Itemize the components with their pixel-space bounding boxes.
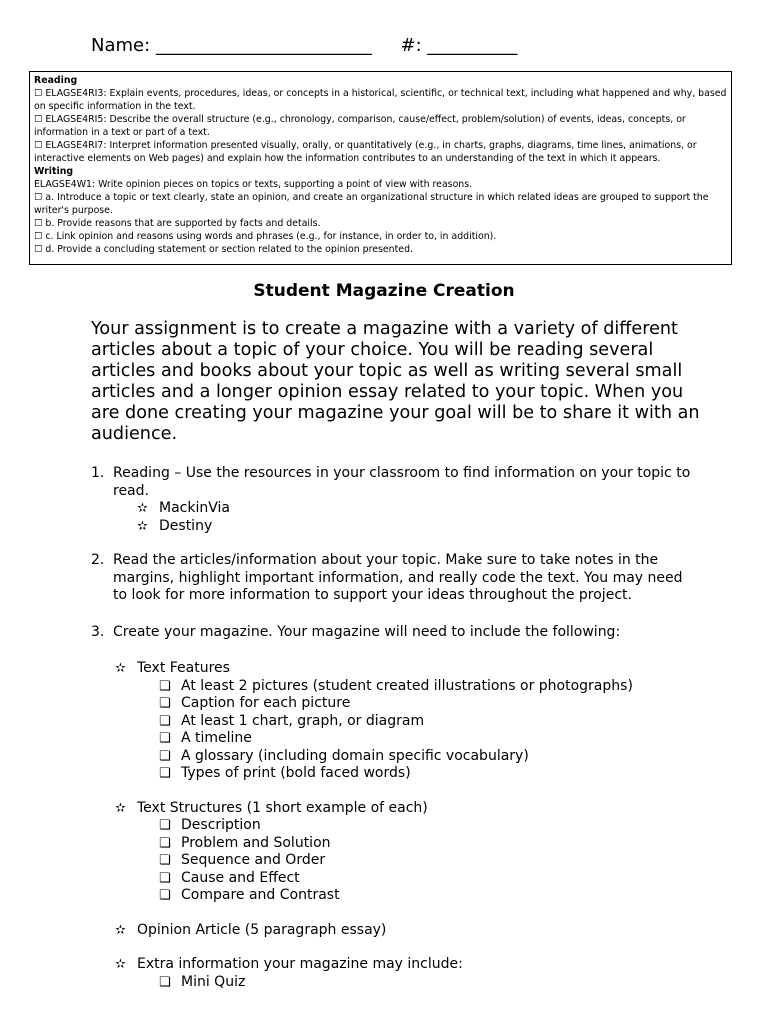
section-label: Opinion Article (5 paragraph essay) (137, 921, 387, 938)
item-label: At least 2 pictures (student created illustrations or photographs) (181, 677, 633, 694)
name-label: Name: (91, 35, 151, 56)
item-label: Mini Quiz (181, 973, 246, 990)
standard-item: ELAGSE4W1: Write opinion pieces on topics or texts, supporting a point of view with reasons. (34, 179, 473, 190)
name-number-line (91, 35, 517, 56)
list-item (113, 748, 691, 766)
steps-list (91, 465, 691, 991)
list-item (113, 974, 691, 992)
star-icon: ✫ (137, 518, 148, 534)
item-label: Cause and Effect (181, 869, 300, 886)
standard-item: ☐ ELAGSE4RI3: Explain events, procedures, ideas, or concepts in a historical, scientific, or technical text, including what happened and why, based on specific information in the text. (34, 88, 727, 112)
step-number: 1. (91, 465, 105, 481)
number-blank[interactable]: __________ (427, 35, 518, 56)
list-item (113, 695, 691, 713)
name-blank[interactable]: ________________________ (155, 35, 372, 56)
list-item (113, 870, 691, 888)
writing-heading: Writing (34, 166, 74, 177)
section-text-features (91, 660, 691, 678)
checkbox-icon[interactable]: ❏ (159, 870, 171, 886)
star-icon: ✫ (137, 501, 148, 516)
item-label: Description (181, 817, 261, 833)
star-icon: ✫ (115, 800, 126, 816)
item-label: Caption for each picture (181, 695, 351, 711)
checkbox-icon[interactable]: ❏ (159, 696, 171, 711)
item-label: Compare and Contrast (181, 887, 340, 903)
step-3 (91, 624, 691, 642)
checkbox-icon[interactable]: ❏ (159, 853, 171, 868)
number-label: #: (400, 35, 422, 56)
checkbox-icon[interactable]: ❏ (159, 835, 171, 851)
list-item (113, 500, 691, 518)
star-icon: ✫ (115, 661, 126, 676)
page-title: Student Magazine Creation (253, 281, 515, 301)
standard-item: ☐ a. Introduce a topic or text clearly, state an opinion, and create an organizational structure in which related ideas are grouped to support the writer's purpose. (34, 192, 709, 216)
item-label: At least 1 chart, graph, or diagram (181, 712, 425, 729)
step-text: Read the articles/information about your topic. Make sure to take notes in the margins, highlight important information, and really code the text. You may need to look for more information to support your ideas throughout the project. (113, 552, 683, 603)
list-item (113, 835, 691, 853)
list-item (113, 887, 691, 905)
section-extra-info (91, 956, 691, 974)
list-item (113, 678, 691, 696)
standard-item: ☐ c. Link opinion and reasons using words and phrases (e.g., for instance, in order to, in addition). (34, 231, 497, 242)
item-label: A glossary (including domain specific vocabulary) (181, 747, 529, 764)
list-item (113, 852, 691, 870)
list-item (113, 765, 691, 783)
standard-item: ☐ ELAGSE4RI7: Interpret information presented visually, orally, or quantitatively (e.g., in charts, graphs, diagrams, time lines, animations, or interactive elements on Web pages) and explain how the information contributes to an understanding of the text in which it appears. (34, 140, 697, 164)
step-number: 2. (91, 552, 105, 568)
checkbox-icon[interactable]: ❏ (159, 818, 171, 833)
item-label: Sequence and Order (181, 852, 326, 868)
resource-mackinvia: MackinVia (159, 500, 230, 516)
checkbox-icon[interactable]: ❏ (159, 766, 171, 781)
section-label: Text Structures (1 short example of each) (137, 799, 428, 816)
section-label: Text Features (137, 660, 230, 676)
assignment-intro: Your assignment is to create a magazine with a variety of different articles about a topic of your choice. You will be reading several articles and books about your topic as well as writing several small articles and a longer opinion essay related to your topic. When you are done creating your magazine your goal will be to share it with an audience. (91, 319, 700, 444)
section-label: Extra information your magazine may include: (137, 956, 463, 972)
step-text: Reading – Use the resources in your classroom to find information on your topic to read. (113, 465, 691, 499)
star-icon: ✫ (115, 922, 126, 938)
list-item (113, 713, 691, 731)
item-label: Problem and Solution (181, 834, 331, 851)
checkbox-icon[interactable]: ❏ (159, 713, 171, 729)
standards-box (29, 71, 732, 265)
section-text-structures (91, 800, 691, 818)
standard-item: ☐ b. Provide reasons that are supported by facts and details. (34, 218, 321, 229)
standard-item: ☐ ELAGSE4RI5: Describe the overall structure (e.g., chronology, comparison, cause/effect, problem/solution) of events, ideas, concepts, or information in a text or part of a text. (34, 114, 686, 138)
list-item (113, 730, 691, 748)
step-number: 3. (91, 623, 105, 640)
reading-heading: Reading (34, 75, 78, 86)
list-item (113, 518, 691, 536)
step-1 (91, 465, 691, 500)
checkbox-icon[interactable]: ❏ (159, 678, 171, 694)
section-opinion-article (91, 922, 691, 940)
checkbox-icon[interactable]: ❏ (159, 748, 171, 764)
list-item (113, 817, 691, 835)
standard-item: ☐ d. Provide a concluding statement or section related to the opinion presented. (34, 244, 413, 255)
resource-destiny: Destiny (159, 517, 213, 534)
checkbox-icon[interactable]: ❏ (159, 974, 171, 990)
star-icon: ✫ (115, 957, 126, 972)
step-2 (91, 552, 691, 605)
step-text: Create your magazine. Your magazine will need to include the following: (113, 623, 621, 640)
checkbox-icon[interactable]: ❏ (159, 731, 171, 746)
checkbox-icon[interactable]: ❏ (159, 888, 171, 903)
item-label: Types of print (bold faced words) (181, 765, 411, 781)
item-label: A timeline (181, 730, 252, 746)
